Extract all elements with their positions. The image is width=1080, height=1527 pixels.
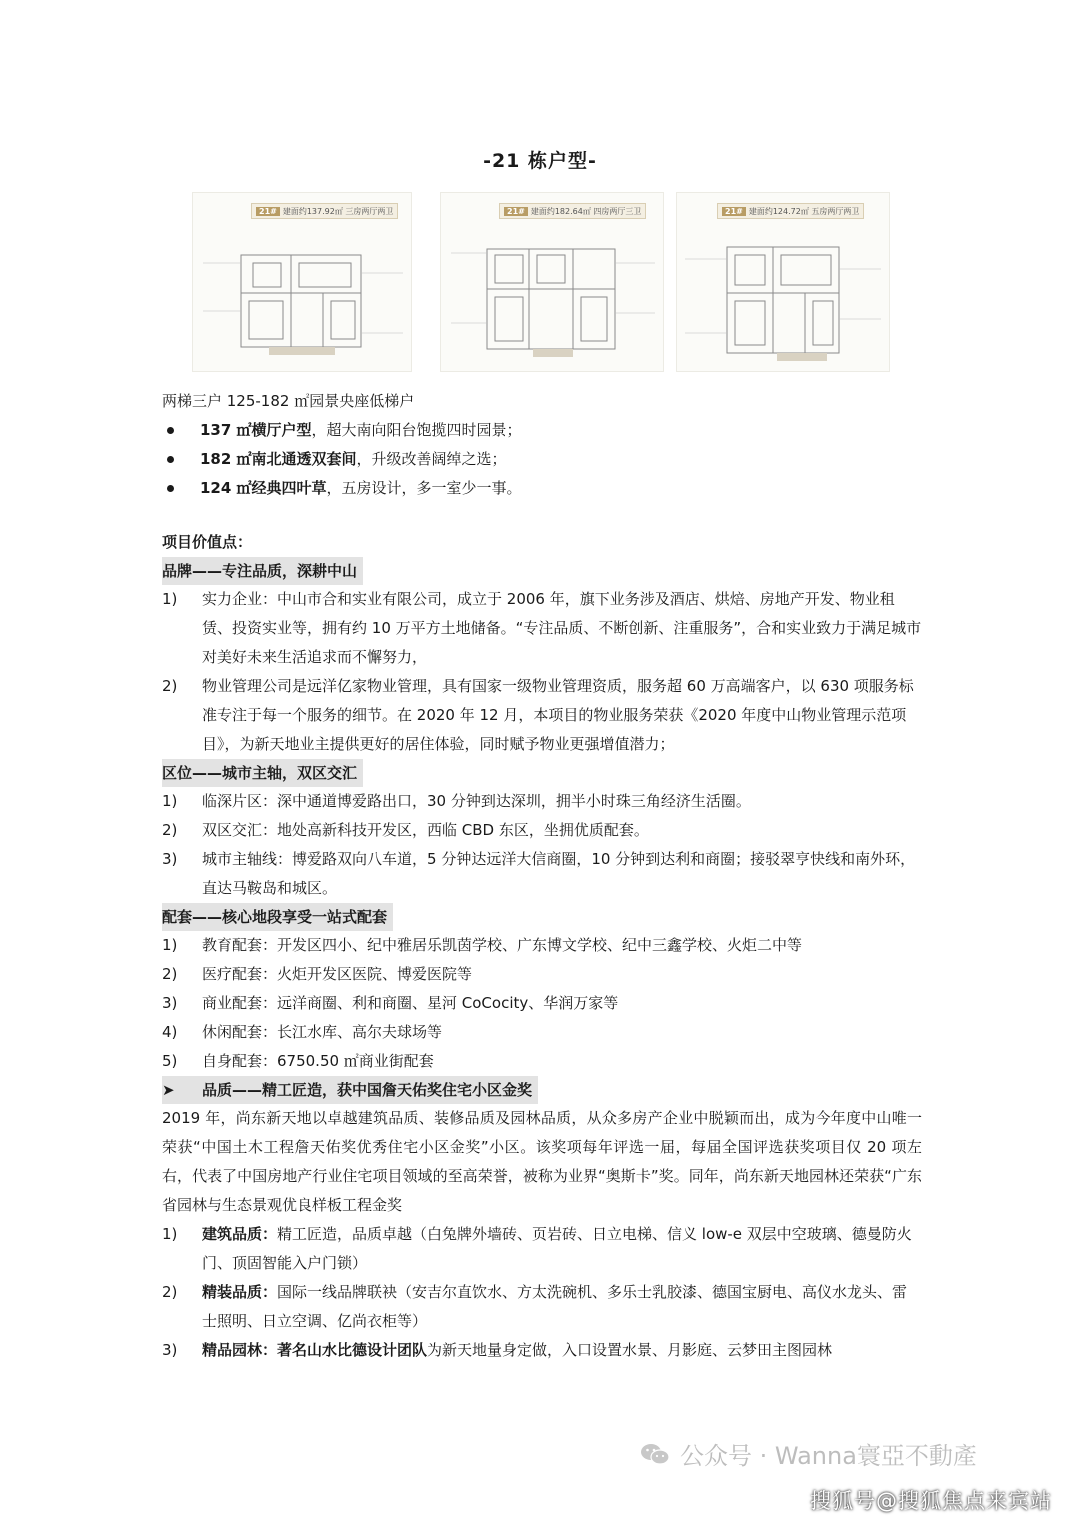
value-title: 项目价值点： bbox=[162, 533, 253, 551]
bullet-item bbox=[162, 445, 922, 474]
sohu-watermark: 搜狐号@搜狐焦点来宾站 bbox=[810, 1489, 1052, 1513]
item-number: 2) bbox=[162, 677, 178, 695]
plan-tag-number: 21# bbox=[256, 207, 280, 216]
item-text: 休闲配套：长江水库、高尔夫球场等 bbox=[202, 1023, 443, 1041]
item-text: 城市主轴线：博爱路双向八车道，5 分钟达远洋大信商圈，10 分钟到达利和商圈；接驳翠亨快线和南外环，直达马鞍岛和城区。 bbox=[202, 850, 916, 897]
section-heading-brand: 品牌——专注品质，深耕中山 bbox=[162, 557, 363, 585]
item-number: 3) bbox=[162, 850, 178, 868]
unit-bullet-list bbox=[162, 416, 922, 503]
list-item bbox=[162, 1220, 922, 1278]
item-number: 2) bbox=[162, 1283, 178, 1301]
bullet-text: ，五房设计，多一室少一事。 bbox=[326, 479, 522, 497]
item-number: 1) bbox=[162, 792, 178, 810]
item-number: 1) bbox=[162, 1225, 178, 1243]
list-item bbox=[162, 1018, 922, 1047]
item-text: 双区交汇：地处高新科技开发区，西临 CBD 东区，坐拥优质配套。 bbox=[202, 821, 649, 839]
bullet-bold: 124 ㎡经典四叶草 bbox=[200, 479, 327, 497]
plan-tag-number: 21# bbox=[722, 207, 746, 216]
floor-plan-drawing bbox=[193, 193, 411, 371]
floor-plan-124 bbox=[676, 192, 890, 372]
section-heading-text: 品质——精工匠造，获中国詹天佑奖住宅小区金奖 bbox=[202, 1081, 533, 1099]
floor-plans bbox=[192, 192, 892, 377]
item-number: 3) bbox=[162, 994, 178, 1012]
plan-tag-text: 建面约124.72㎡ 五房两厅两卫 bbox=[748, 206, 860, 216]
item-text: 商业配套：远洋商圈、利和商圈、星河 CoCocity、华润万家等 bbox=[202, 994, 619, 1012]
item-text: 实力企业：中山市合和实业有限公司，成立于 2006 年，旗下业务涉及酒店、烘焙、房地产开发、物业租赁、投资实业等，拥有约 10 万平方土地储备。“专注品质、不断创新、注重服务”，合和实业致力于满足城市对美好未来生活追求而不懈努力， bbox=[202, 590, 922, 666]
item-text: 医疗配套：火炬开发区医院、博爱医院等 bbox=[202, 965, 473, 983]
list-item bbox=[162, 931, 922, 960]
list-item bbox=[162, 960, 922, 989]
plan-tag-text: 建面约137.92㎡ 三房两厅两卫 bbox=[282, 206, 394, 216]
item-text: 自身配套：6750.50 ㎡商业街配套 bbox=[202, 1052, 434, 1070]
bullet-text: ，升级改善阔绰之选； bbox=[356, 450, 507, 468]
item-text: 教育配套：开发区四小、纪中雅居乐凯茵学校、广东博文学校、纪中三鑫学校、火炬二中等 bbox=[202, 936, 803, 954]
page-title: -21 栋户型- bbox=[483, 150, 597, 172]
bullet-bold: 137 ㎡横厅户型 bbox=[200, 421, 312, 439]
item-number: 2) bbox=[162, 965, 178, 983]
item-text: 精工匠造，品质卓越（白兔牌外墙砖、页岩砖、日立电梯、信义 low-e 双层中空玻璃、德曼防火门、顶固智能入户门锁） bbox=[202, 1225, 912, 1272]
item-number: 3) bbox=[162, 1341, 178, 1359]
arrow-icon: ➤ bbox=[162, 1081, 175, 1099]
item-text: 临深片区：深中通道博爱路出口，30 分钟到达深圳，拥半小时珠三角经济生活圈。 bbox=[202, 792, 751, 810]
item-bold: 建筑品质： bbox=[202, 1225, 278, 1243]
floor-plan-drawing bbox=[441, 193, 663, 371]
item-number: 1) bbox=[162, 936, 178, 954]
floor-plan-182 bbox=[440, 192, 664, 372]
plan-tag bbox=[251, 203, 398, 219]
bullet-item bbox=[162, 474, 922, 503]
section-heading-quality bbox=[162, 1076, 538, 1104]
wechat-icon bbox=[640, 1442, 670, 1466]
list-item bbox=[162, 1336, 922, 1365]
bullet-item bbox=[162, 416, 922, 445]
bullet-text: ，超大南向阳台饱揽四时园景； bbox=[311, 421, 522, 439]
section-heading-location: 区位——城市主轴，双区交汇 bbox=[162, 759, 363, 787]
list-item bbox=[162, 672, 922, 759]
bullet-dot bbox=[167, 456, 174, 463]
item-bold: 精装品质： bbox=[202, 1283, 278, 1301]
bullet-dot bbox=[167, 427, 174, 434]
value-points bbox=[162, 528, 922, 1365]
wechat-watermark bbox=[640, 1436, 977, 1471]
item-number: 1) bbox=[162, 590, 178, 608]
bullet-bold: 182 ㎡南北通透双套间 bbox=[200, 450, 357, 468]
item-text: 国际一线品牌联袂（安吉尔直饮水、方太洗碗机、多乐士乳胶漆、德国宝厨电、高仪水龙头、雷士照明、日立空调、亿尚衣柜等） bbox=[202, 1283, 908, 1330]
list-item bbox=[162, 845, 922, 903]
item-number: 5) bbox=[162, 1052, 178, 1070]
list-item bbox=[162, 1278, 922, 1336]
list-item bbox=[162, 1047, 922, 1076]
list-item bbox=[162, 585, 922, 672]
section-heading-facilities: 配套——核心地段享受一站式配套 bbox=[162, 903, 393, 931]
plan-tag bbox=[499, 203, 646, 219]
floor-plan-137 bbox=[192, 192, 412, 372]
watermark-text: 公众号 · Wanna寰亞不動產 bbox=[680, 1442, 977, 1470]
item-bold: 精品园林：著名山水比德设计团队 bbox=[202, 1341, 428, 1359]
item-number: 4) bbox=[162, 1023, 178, 1041]
item-number: 2) bbox=[162, 821, 178, 839]
item-text: 为新天地量身定做，入口设置水景、月影庭、云梦田主图园林 bbox=[427, 1341, 833, 1359]
plan-tag-text: 建面约182.64㎡ 四房两厅三卫 bbox=[530, 206, 642, 216]
list-item bbox=[162, 816, 922, 845]
intro-text: 两梯三户 125-182 ㎡园景央座低梯户 bbox=[162, 392, 415, 410]
item-text: 物业管理公司是远洋亿家物业管理，具有国家一级物业管理资质，服务超 60 万高端客户，以 630 项服务标准专注于每一个服务的细节。在 2020 年 12 月，本项目的物业服务荣获《2020 年度中山物业管理示范项目》，为新天地业主提供更好的居住体验，同时赋予物业更强增值潜力； bbox=[202, 677, 914, 753]
plan-tag-number: 21# bbox=[504, 207, 528, 216]
list-item bbox=[162, 787, 922, 816]
plan-tag bbox=[717, 203, 864, 219]
list-item bbox=[162, 989, 922, 1018]
bullet-dot bbox=[167, 485, 174, 492]
floor-plan-drawing bbox=[677, 193, 889, 371]
quality-paragraph: 2019 年，尚东新天地以卓越建筑品质、装修品质及园林品质，从众多房产企业中脱颖而出，成为今年度中山唯一荣获“中国土木工程詹天佑奖优秀住宅小区金奖”小区。该奖项每年评选一届，每届全国评选获奖项目仅 20 项左右，代表了中国房地产行业住宅项目领域的至高荣誉，被称为业界“奥斯卡”奖。同年，尚东新天地园林还荣获“广东省园林与生态景观优良样板工程金奖 bbox=[162, 1109, 922, 1214]
